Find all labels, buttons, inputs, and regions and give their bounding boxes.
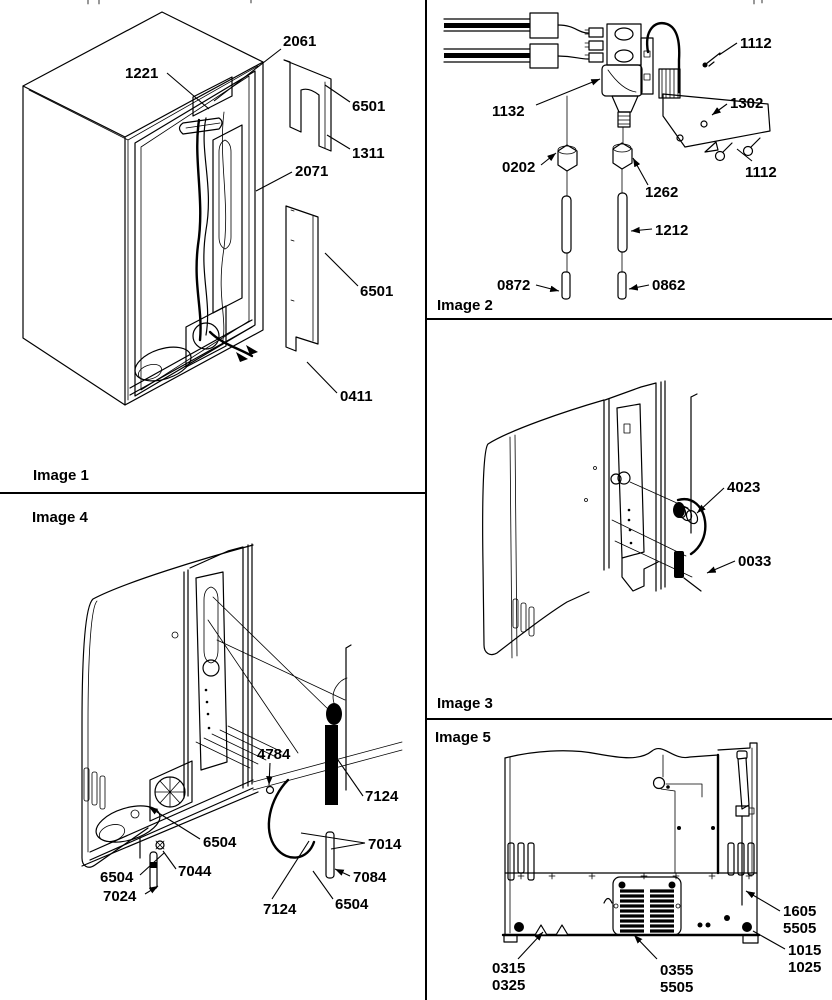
- leader-line: [331, 843, 365, 849]
- leader-line: [631, 229, 652, 231]
- image4-drawing: [82, 544, 402, 889]
- part-number-label: 6501: [352, 98, 386, 115]
- part-number-label: 0872: [497, 277, 531, 294]
- figure-image-4: [32, 509, 402, 918]
- figure-caption: Image 2: [437, 297, 493, 314]
- part-number-label: 6501: [360, 283, 394, 300]
- leader-line: [629, 285, 649, 289]
- part-number-label: 1311: [352, 145, 385, 162]
- leader-line: [719, 43, 737, 55]
- part-number-label: 1262: [645, 184, 679, 201]
- part-number-label: 1015 1025: [788, 942, 822, 976]
- figure-image-1: [23, 12, 393, 484]
- figure-caption: Image 4: [32, 509, 88, 526]
- leader-line: [214, 49, 281, 101]
- leader-line: [697, 488, 724, 513]
- image3-drawing: [483, 381, 706, 658]
- image1-callouts: [125, 33, 393, 405]
- image5-drawing: [503, 743, 759, 943]
- leader-line: [325, 85, 350, 102]
- leader-line: [634, 935, 657, 959]
- leader-line: [163, 851, 176, 869]
- part-number-label: 7124: [263, 901, 297, 918]
- part-number-label: 1112: [740, 35, 772, 52]
- part-number-label: 0315 0325: [492, 960, 526, 994]
- figure-caption: Image 3: [437, 695, 493, 712]
- part-number-label: 1112: [745, 164, 777, 181]
- leader-line: [256, 172, 292, 191]
- image1-drawing: [23, 12, 331, 405]
- leader-line: [746, 891, 780, 911]
- leader-line: [541, 153, 556, 165]
- part-number-label: 0033: [738, 553, 772, 570]
- part-number-label: 0411: [340, 388, 373, 405]
- leader-line: [536, 285, 559, 291]
- leader-line: [633, 158, 648, 185]
- part-number-label: 4023: [727, 479, 761, 496]
- figure-image-3: [437, 381, 771, 712]
- part-number-label: 6504: [335, 896, 369, 913]
- image2-callouts: [492, 35, 777, 294]
- part-number-label: 6504: [100, 869, 134, 886]
- part-number-label: 2061: [283, 33, 317, 50]
- figure-caption: Image 5: [435, 729, 491, 746]
- part-number-label: 7084: [353, 869, 387, 886]
- part-number-label: 2071: [295, 163, 329, 180]
- leader-line: [707, 561, 735, 573]
- leader-line: [712, 104, 727, 115]
- leader-line: [325, 253, 358, 286]
- part-number-label: 0862: [652, 277, 686, 294]
- image2-drawing: [444, 13, 770, 299]
- figure-caption: Image 1: [33, 467, 89, 484]
- figure-image-5: [435, 729, 821, 996]
- part-number-label: 6504: [203, 834, 237, 851]
- part-number-label: 7014: [368, 836, 402, 853]
- leader-line: [335, 869, 350, 876]
- part-number-label: 4784: [257, 746, 291, 763]
- image3-callouts: [697, 479, 771, 573]
- image4-callouts: [100, 746, 402, 918]
- leader-line: [167, 73, 209, 109]
- part-number-label: 0202: [502, 159, 536, 176]
- part-number-label: 7124: [365, 788, 399, 805]
- leader-line: [536, 79, 600, 105]
- leader-line: [269, 763, 270, 785]
- leader-line: [338, 760, 363, 796]
- part-number-label: 1212: [655, 222, 689, 239]
- part-number-label: 1221: [125, 65, 159, 82]
- part-number-label: 7044: [178, 863, 212, 880]
- part-number-label: 7024: [103, 888, 137, 905]
- part-number-label: 1132: [492, 103, 525, 120]
- leader-line: [307, 362, 337, 393]
- figure-image-2: [437, 13, 777, 314]
- part-number-label: 1302: [730, 95, 764, 112]
- part-number-label: 1605 5505: [783, 903, 817, 937]
- part-number-label: 0355 5505: [660, 962, 694, 996]
